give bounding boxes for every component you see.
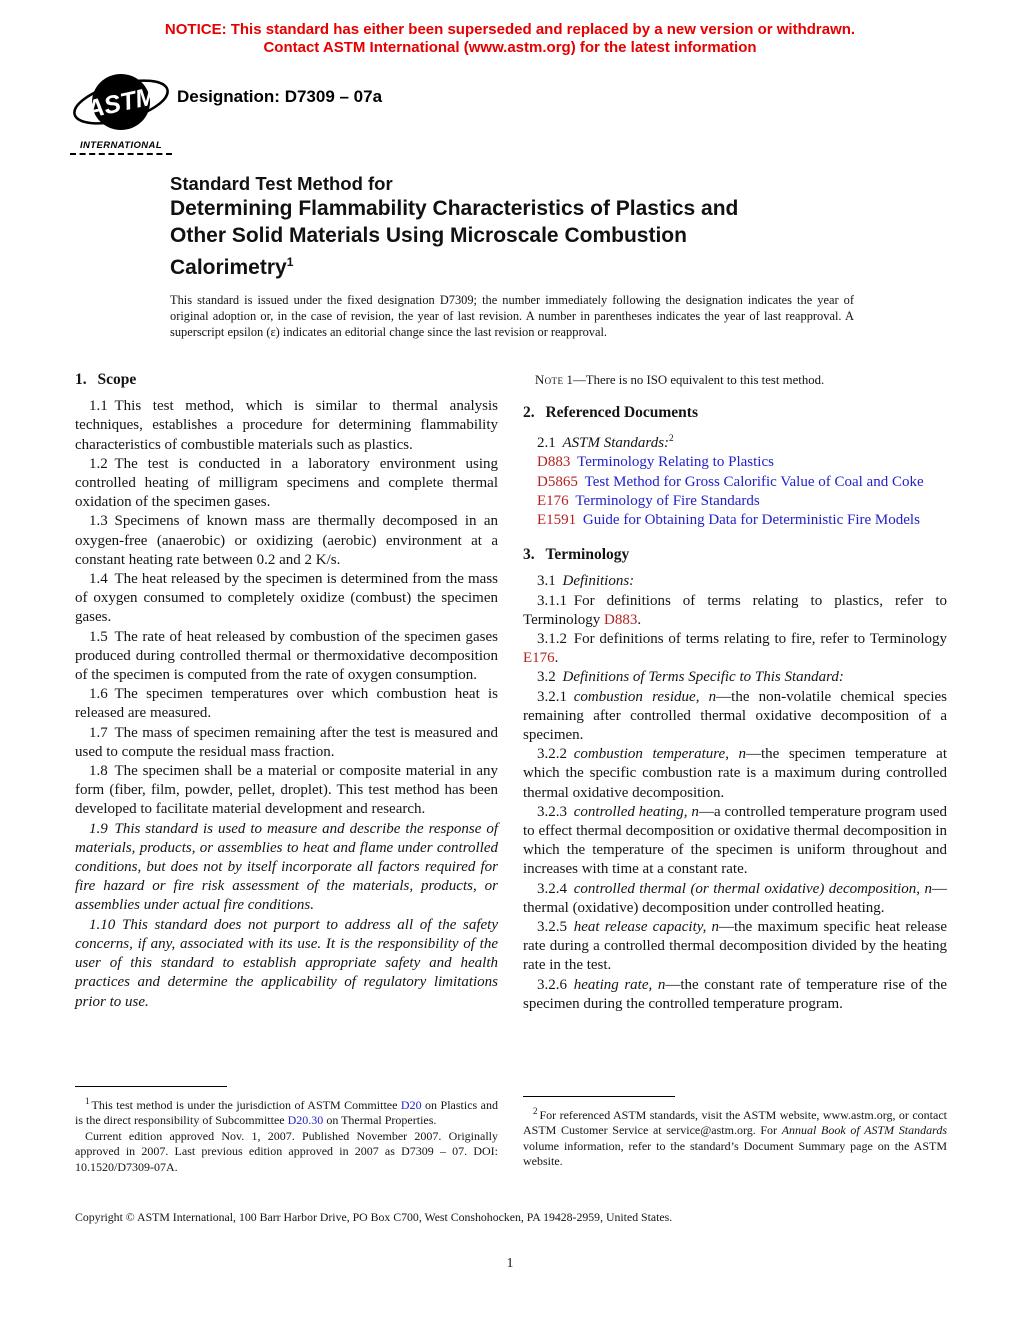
footnote-1-marker: 1 xyxy=(85,1096,90,1106)
subcommittee-link-d20-30[interactable]: D20.30 xyxy=(287,1113,324,1128)
definition-3-2-1: 3.2.1 combustion residue, n—the non-volatile chemical species remaining after controlled thermal oxidative decomposition of a specimen. xyxy=(523,688,947,744)
designation xyxy=(177,87,382,107)
list-item xyxy=(537,492,947,511)
title-block xyxy=(170,172,870,282)
scope-paragraph-1-3: 1.3 Specimens of known mass are thermally decomposed in an oxygen-free (anaerobic) or oxidizing (aerobic) environment at a constant heating rate between 0.2 and 2 K/s. xyxy=(75,513,498,568)
footnote-2-marker: 2 xyxy=(533,1106,538,1116)
copyright-line: Copyright © ASTM International, 100 Barr Harbor Drive, PO Box C700, West Conshohocken, PA 19428-2959, United States. xyxy=(75,1210,673,1224)
scope-paragraph-1-7: 1.7 The mass of specimen remaining after the test is measured and used to compute the residual mass fraction. xyxy=(75,724,498,760)
note-label: Note xyxy=(535,373,564,387)
definition-3-2-5: 3.2.5 heat release capacity, n—the maximum specific heat release rate during a controlled thermal decomposition divided by the heating rate in the test. xyxy=(523,919,947,974)
astm-logo-international: INTERNATIONAL xyxy=(70,140,172,155)
title-footnote-marker: 1 xyxy=(286,255,294,269)
terminology-3-1: 3.1 Definitions: xyxy=(537,573,635,590)
astm-globe-icon xyxy=(71,70,171,134)
footnote-2-paragraph: $^2$ For referenced ASTM standards, visit the ASTM website, www.astm.org, or contact ASTM Customer Service at service@astm.org. For Annual Book of ASTM Standards volume information, refer to the standard’s Document Summary page on the ASTM website. xyxy=(523,1106,947,1169)
footnote-1-paragraph-2: Current edition approved Nov. 1, 2007. Published November 2007. Originally approved in 2007. Last previous edition approved in 2007 as D7309 – 07. DOI: 10.1520/D7309-07A. xyxy=(75,1128,498,1174)
designation-label: Designation: xyxy=(177,87,280,106)
footnote-2 xyxy=(523,1096,947,1170)
definition-3-2-3: 3.2.3 controlled heating, n—a controlled temperature program used to effect thermal decomposition or oxidative thermal decomposition in which the temperature of the specimen is uniform throughout and increases with time at a constant rate. xyxy=(523,803,948,878)
standard-title-e176[interactable]: Terminology of Fire Standards xyxy=(575,492,760,509)
list-item xyxy=(537,511,947,530)
definition-3-2-6: 3.2.6 heating rate, n—the constant rate of temperature rise of the specimen during the controlled temperature program. xyxy=(523,976,948,1012)
astm-logo-text: ASTM xyxy=(83,81,159,125)
astm-standards-subheading: 2.1 ASTM Standards:$^2$ xyxy=(537,434,674,452)
footnote-1 xyxy=(75,1086,498,1175)
designation-code: D7309 – 07a xyxy=(284,87,383,106)
definition-3-2-4: 3.2.4 controlled thermal (or thermal oxidative) decomposition, n—thermal (oxidative) decomposition under controlled heating. xyxy=(523,880,947,916)
standard-link-d5865[interactable]: D5865 xyxy=(537,473,578,490)
list-item xyxy=(537,453,947,472)
section-title: Referenced Documents xyxy=(545,404,698,421)
scope-paragraph-1-5: 1.5 The rate of heat released by combustion of the specimen gases produced during controlled thermal or thermoxidative decomposition of the specimen is computed from the rate of oxygen consumption. xyxy=(75,628,498,684)
scope-paragraph-1-9: 1.9 This standard is used to measure and describe the response of materials, products, or assemblies to heat and flame under controlled conditions, but does not by itself incorporate all factors required for fire hazard or fire risk assessment of the materials, products, or assemblies under actual fire conditions. xyxy=(75,820,498,914)
standard-title-d883[interactable]: Terminology Relating to Plastics xyxy=(577,454,774,471)
footnote-separator xyxy=(75,1086,227,1087)
issuing-statement: This standard is issued under the fixed designation D7309; the number immediately following the designation indicates the year of original adoption or, in the case of revision, the year of last revision. A number in parentheses indicates the year of last reapproval. A superscript epsilon (ε) indicates an editorial change since the last revision or reapproval. xyxy=(170,293,854,339)
note-number: 1 xyxy=(566,373,573,387)
astm-logo xyxy=(70,70,172,155)
committee-link-d20[interactable]: D20 xyxy=(400,1098,422,1112)
standard-title-e1591[interactable]: Guide for Obtaining Data for Deterministic Fire Models xyxy=(582,512,920,529)
footnote-2-marker: 2 xyxy=(669,434,674,445)
section-heading-terminology xyxy=(523,545,947,564)
definition-3-2-2: 3.2.2 combustion temperature, n—the specimen temperature at which the specific combustion rate is a maximum during controlled thermal oxidative decomposition. xyxy=(523,746,947,801)
scope-paragraph-1-8: 1.8 The specimen shall be a material or composite material in any form (fiber, film, powder, pellet, droplet). This test method has been developed to facilitate material development and research. xyxy=(75,763,498,818)
standard-link-d883[interactable]: D883 xyxy=(537,454,571,471)
note-text: —There is no ISO equivalent to this test method. xyxy=(572,373,825,387)
right-column xyxy=(523,368,947,1014)
section-number: 3. xyxy=(523,546,535,564)
terminology-3-1-2: 3.1.2 For definitions of terms relating to fire, refer to Terminology E176. xyxy=(523,631,947,667)
standard-link-d883-inline[interactable]: D883 xyxy=(604,611,638,628)
list-item xyxy=(537,473,947,492)
page-title-line-1: Determining Flammability Characteristics of Plastics and xyxy=(170,197,739,220)
section-title: Terminology xyxy=(545,546,630,564)
section-number: 1. xyxy=(75,371,87,388)
section-heading-scope xyxy=(75,370,498,389)
section-number: 2. xyxy=(523,404,535,421)
scope-paragraph-1-2: 1.2 The test is conducted in a laboratory environment using controlled heating of milligram specimens and complete thermal oxidation of the specimen gases. xyxy=(75,455,498,511)
title-kicker: Standard Test Method for xyxy=(170,173,393,194)
page-title-line-2: Other Solid Materials Using Microscale Combustion xyxy=(170,223,687,247)
standard-title-d5865[interactable]: Test Method for Gross Calorific Value of Coal and Coke xyxy=(584,473,924,490)
standard-link-e176[interactable]: E176 xyxy=(537,492,569,509)
notice-line-1: NOTICE: This standard has either been superseded and replaced by a new version or withdrawn. xyxy=(164,21,856,38)
note-1 xyxy=(523,372,947,388)
page-title-line-3-text: Calorimetry xyxy=(170,256,287,279)
referenced-standards-list xyxy=(523,453,947,530)
scope-paragraph-1-4: 1.4 The heat released by the specimen is determined from the mass of oxygen consumed to completely oxidize (combust) the specimen gases. xyxy=(75,571,498,626)
left-column xyxy=(75,368,498,1012)
terminology-3-1-1: 3.1.1 For definitions of terms relating to plastics, refer to Terminology D883. xyxy=(523,592,947,628)
section-title: Scope xyxy=(97,371,137,388)
footnote-1-paragraph-1: $^1$ This test method is under the jurisdiction of ASTM Committee D20 on Plastics and is the direct responsibility of Subcommittee D20.30 on Thermal Properties. xyxy=(75,1096,499,1128)
standard-link-e176-inline[interactable]: E176 xyxy=(523,650,555,667)
page-title-line-3 xyxy=(170,249,870,282)
annual-book-title: Annual Book of ASTM Standards xyxy=(781,1123,947,1138)
section-heading-referenced-documents xyxy=(523,403,947,422)
standard-link-e1591[interactable]: E1591 xyxy=(537,512,577,529)
scope-paragraph-1-10: 1.10 This standard does not purport to address all of the safety concerns, if any, associated with its use. It is the responsibility of the user of this standard to establish appropriate safety and health practices and determine the applicability of regulatory limitations prior to use. xyxy=(75,916,498,1010)
notice-line-2: Contact ASTM International (www.astm.org) for the latest information xyxy=(263,39,757,56)
footnote-separator xyxy=(523,1096,675,1097)
scope-paragraph-1-6: 1.6 The specimen temperatures over which combustion heat is released are measured. xyxy=(75,686,498,722)
supersession-notice xyxy=(0,21,1020,57)
page-number: 1 xyxy=(506,1255,514,1270)
scope-paragraph-1-1: 1.1 This test method, which is similar to thermal analysis techniques, establishes a procedure for determining flammability characteristics of combustible materials such as plastics. xyxy=(75,398,498,453)
terminology-3-2: 3.2 Definitions of Terms Specific to This Standard: xyxy=(537,669,844,686)
